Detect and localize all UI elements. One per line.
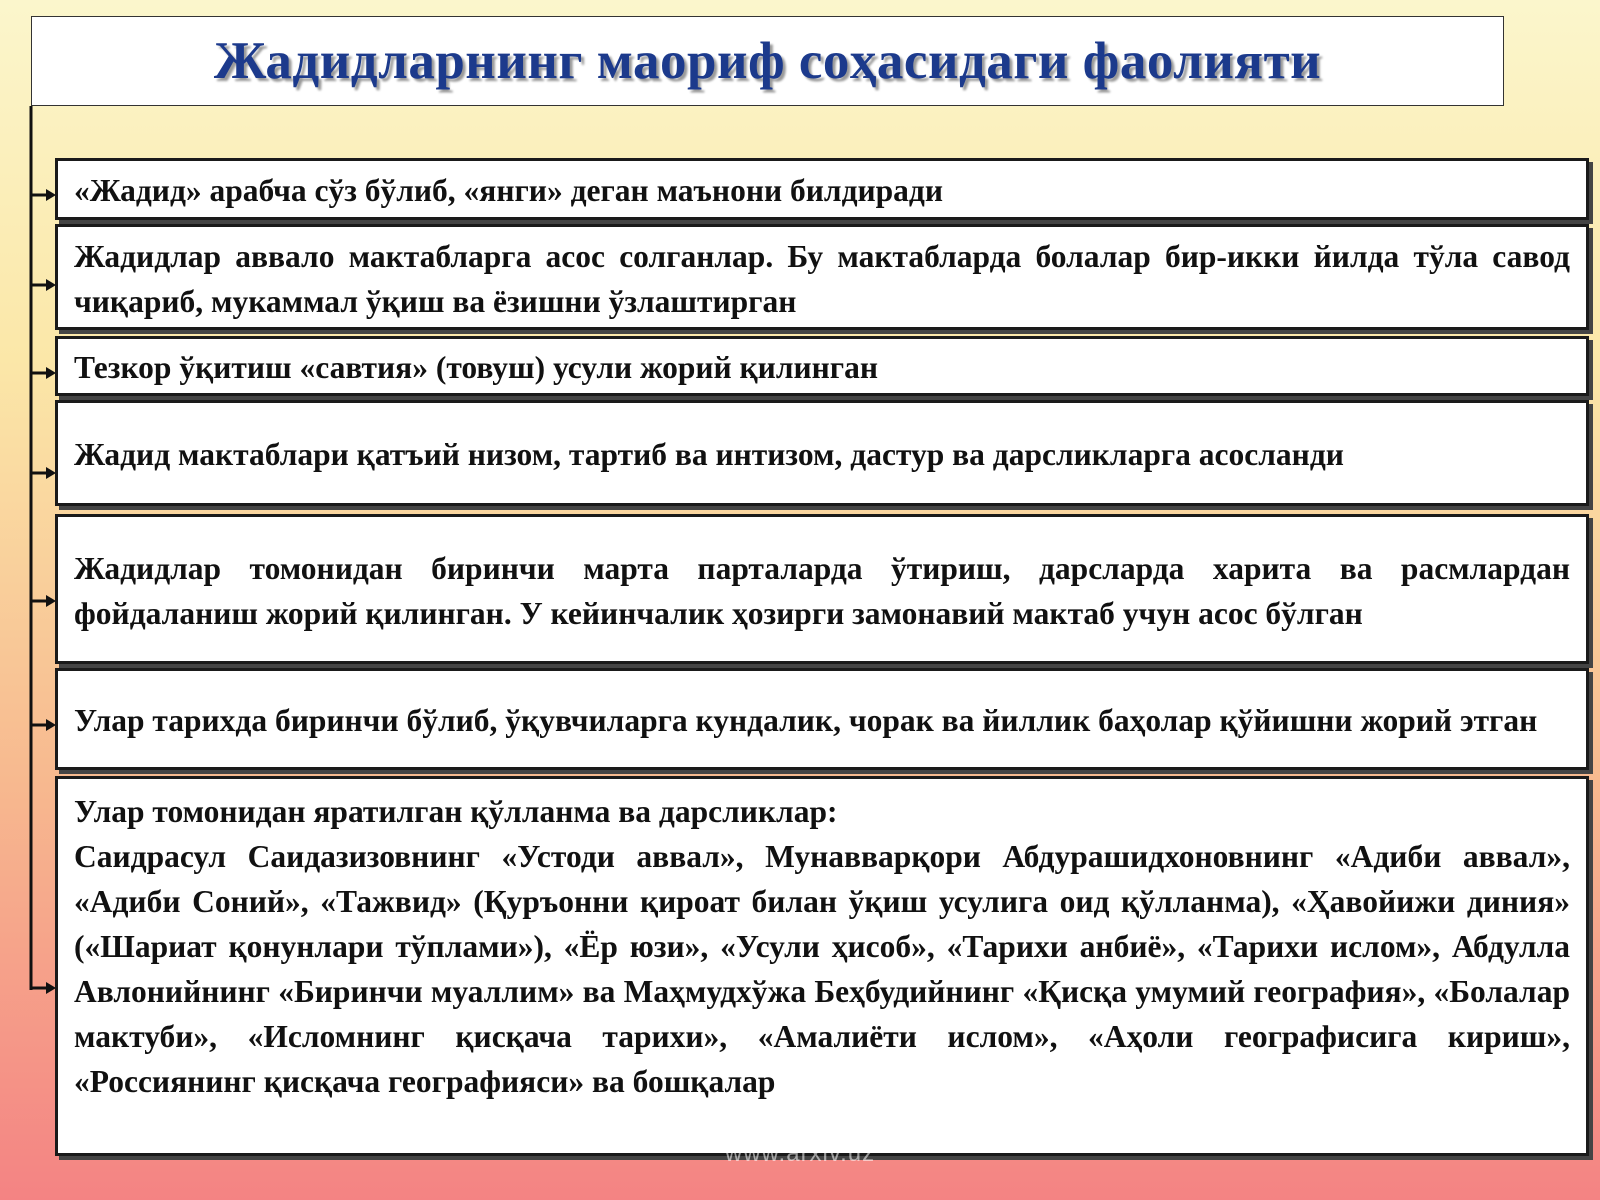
arrow-4 xyxy=(31,467,56,479)
fact-text-6: Улар тарихда биринчи бўлиб, ўқувчиларга кундалик, чорак ва йиллик баҳолар қўйишни жорий этган xyxy=(74,703,1538,738)
fact-text-5: Жадидлар томонидан биринчи марта парталарда ўтириш, дарсларда харита ва расмлардан фойдаланиш жорий қилинган. У кейинчалик ҳозирги замонавий мактаб учун асос бўлган xyxy=(74,550,1570,631)
arrow-5 xyxy=(31,595,56,607)
fact-box-3 xyxy=(55,336,1589,396)
manuals-list: Саидрасул Саидазизовнинг «Устоди аввал», Мунавварқори Абдурашидхоновнинг «Адиби аввал», «Адиби Соний», «Тажвид» (Қуръонни қироат билан ўқиш усулига оид қўлланма), «Ҳавойижи диния» («Шариат қонунлари тўплами»), «Ёр юзи», «Усули ҳисоб», «Тарихи анбиё», «Тарихи ислом», Абдулла Авлонийнинг «Биринчи муаллим» ва Маҳмудхўжа Беҳбудийнинг «Қисқа умумий география», «Болалар мактуби», «Исломнинг қисқача тарихи», «Амалиёти ислом», «Аҳоли географисига кириш», «Россиянинг қисқача географияси» ва бошқалар xyxy=(74,839,1570,1099)
arrow-6 xyxy=(31,719,56,731)
fact-box-5 xyxy=(55,514,1589,664)
arrow-3 xyxy=(31,367,56,379)
fact-text-1: «Жадид» арабча сўз бўлиб, «янги» деган маънони билдиради xyxy=(74,173,944,208)
slide-title: Жадидларнинг маориф соҳасидаги фаолияти xyxy=(213,32,1322,90)
fact-text-3: Тезкор ўқитиш «савтия» (товуш) усули жорий қилинган xyxy=(74,350,878,385)
watermark: www.arxiv.uz xyxy=(724,1140,876,1167)
arrow-2 xyxy=(31,279,56,291)
fact-box-6 xyxy=(55,668,1589,770)
fact-box-2 xyxy=(55,224,1589,330)
manuals-heading: Улар томонидан яратилган қўлланма ва дарсликлар: xyxy=(74,794,838,829)
arrow-7 xyxy=(31,982,56,994)
fact-box-1 xyxy=(55,158,1589,220)
manuals-box xyxy=(55,776,1589,1156)
fact-box-4 xyxy=(55,400,1589,506)
fact-text-2: Жадидлар аввало мактабларга асос солганлар. Бу мактабларда болалар бир-икки йилда тўла савод чиқариб, мукаммал ўқиш ва ёзишни ўзлаштирган xyxy=(74,238,1570,319)
fact-text-4: Жадид мактаблари қатъий низом, тартиб ва интизом, дастур ва дарсликларга асосланди xyxy=(74,437,1344,472)
manuals-content xyxy=(74,789,1570,1104)
arrow-1 xyxy=(31,189,56,201)
